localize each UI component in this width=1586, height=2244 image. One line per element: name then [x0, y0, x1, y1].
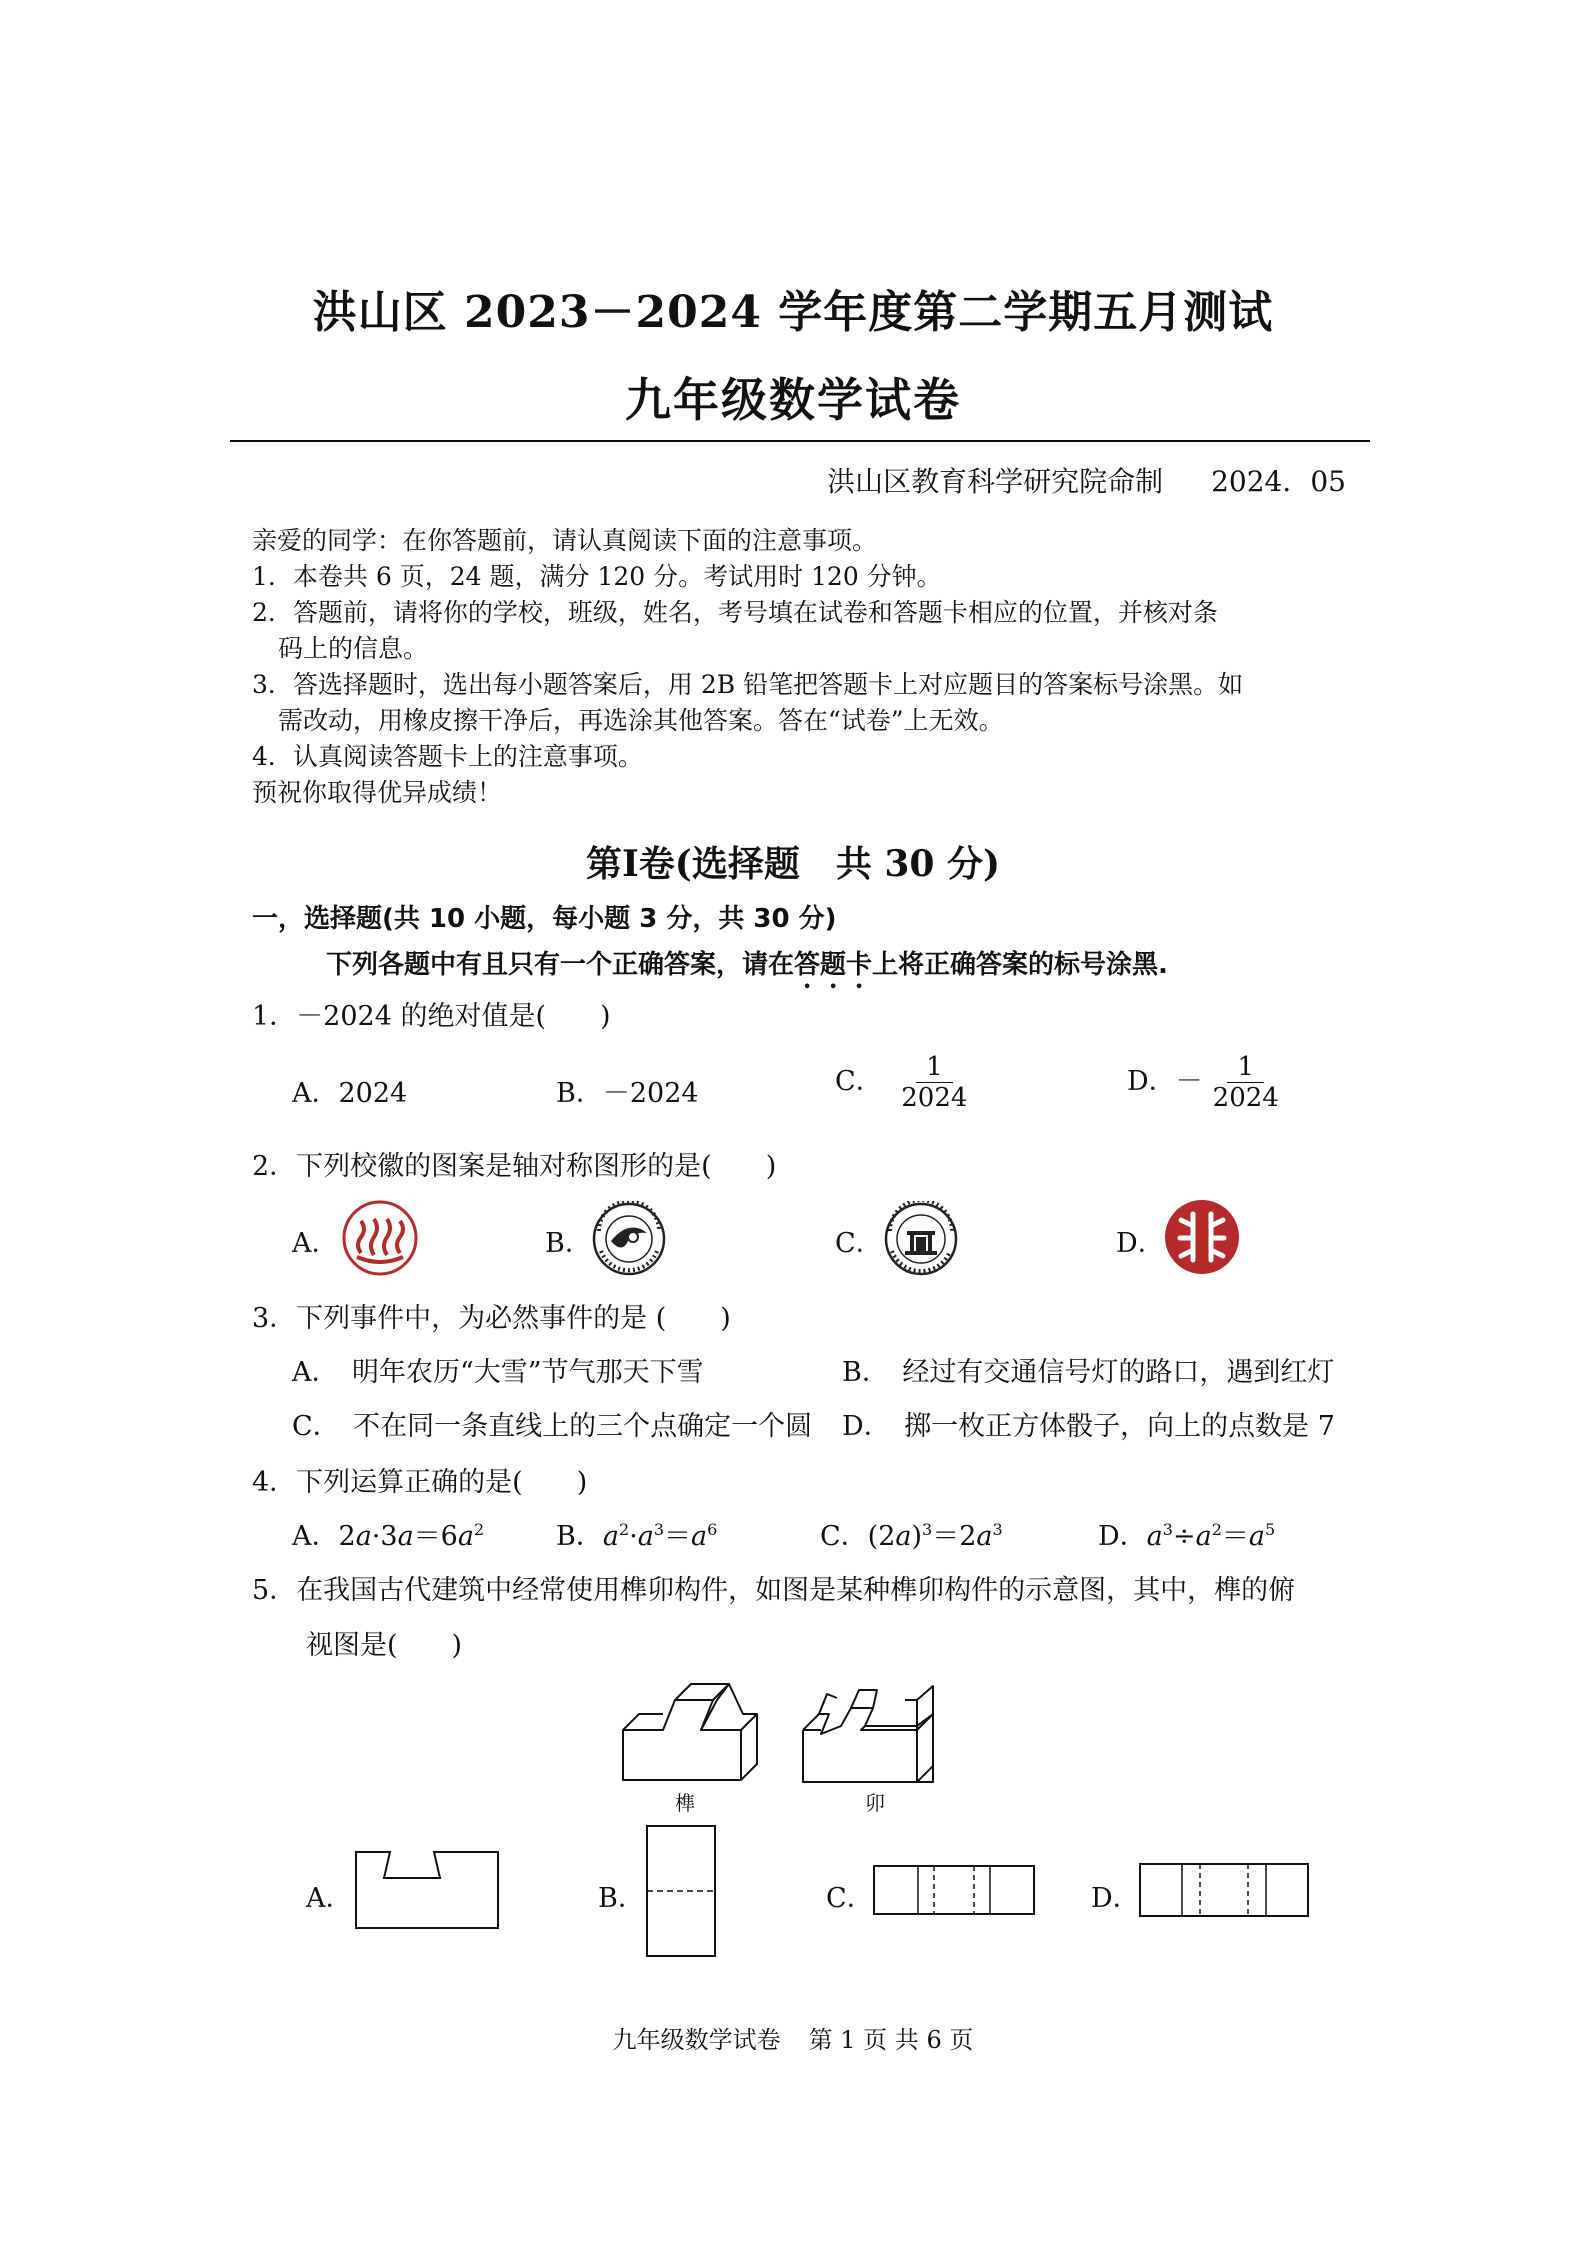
- q4-option-b-label: B．: [556, 1521, 603, 1552]
- q3-stem: 3．下列事件中，为必然事件的是 ( ): [252, 1303, 731, 1334]
- q5-option-b: B．: [598, 1883, 645, 1914]
- q4-option-c: C．$(2a)^3=2a^3$: [820, 1520, 1003, 1552]
- q4-option-d-label: D．: [1098, 1521, 1147, 1552]
- q4-stem: 4．下列运算正确的是( ): [252, 1467, 588, 1498]
- q3-option-c: C． 不在同一条直线上的三个点确定一个圆: [292, 1411, 813, 1442]
- notice-greeting: 亲爱的同学：在你答题前，请认真阅读下面的注意事项。: [252, 526, 878, 555]
- exam-title: 洪山区 2023－2024 学年度第二学期五月测试: [312, 287, 1274, 338]
- badge-c-emblem: [883, 1201, 959, 1277]
- q1-option-d-fraction: [1203, 1052, 1289, 1113]
- q3-option-d: D． 掷一枚正方体骰子，向上的点数是 7: [842, 1411, 1335, 1442]
- fraction-denominator: 2024: [1212, 1083, 1279, 1113]
- fraction-denominator: 2024: [901, 1083, 968, 1113]
- notice-closing: 预祝你取得优异成绩！: [252, 778, 503, 807]
- q4-option-a-label: A．: [292, 1521, 339, 1552]
- fraction-numerator: 1: [916, 1052, 953, 1083]
- q5-stem-line1: 5．在我国古代建筑中经常使用榫卯构件，如图是某种榫卯构件的示意图，其中，榫的俯: [252, 1575, 1296, 1606]
- q3-option-b: B． 经过有交通信号灯的路口，遇到红灯: [842, 1357, 1335, 1388]
- badge-d-emblem: [1163, 1198, 1241, 1276]
- q1-option-a: A．2024: [292, 1078, 408, 1109]
- q5-option-b-figure: [645, 1824, 717, 1958]
- section-instruction: [326, 944, 1168, 995]
- q4-option-d: D．$a^3\div a^2=a^5$: [1098, 1520, 1276, 1552]
- notice-item-3-cont: 需改动，用橡皮擦干净后，再选涂其他答案。答在“试卷”上无效。: [278, 706, 1004, 735]
- q5-option-d-figure: [1138, 1862, 1310, 1918]
- q2-option-a: A．: [292, 1228, 339, 1259]
- issuer-line: [827, 460, 1346, 500]
- badge-b-emblem: [591, 1201, 667, 1277]
- page-footer: [0, 2020, 1586, 2055]
- q2-stem: 2．下列校徽的图案是轴对称图形的是( ): [252, 1151, 777, 1182]
- section-heading: 一，选择题(共 10 小题，每小题 3 分，共 30 分): [252, 904, 837, 934]
- q2-option-b: B．: [545, 1228, 592, 1259]
- q1-option-d-label: D．－: [1127, 1066, 1203, 1097]
- q1-option-c-label: C．: [835, 1066, 883, 1097]
- q1-stem: 1．－2024 的绝对值是( ): [252, 1001, 611, 1032]
- q5-option-d: D．: [1091, 1883, 1140, 1914]
- footer-name: 九年级数学试卷: [612, 2026, 781, 2054]
- q1-option-d: [1127, 1052, 1289, 1113]
- exam-subtitle: 九年级数学试卷: [625, 373, 961, 427]
- figure-label-mortise: 卯: [865, 1791, 885, 1815]
- q5-option-c-figure: [872, 1864, 1036, 1916]
- q4-option-c-label: C．: [820, 1521, 868, 1552]
- q1-option-c: [835, 1052, 977, 1113]
- q5-option-c: C．: [826, 1883, 874, 1914]
- notice-item-3: 3．答选择题时，选出每小题答案后，用 2B 铅笔把答题卡上对应题目的答案标号涂黑。如: [252, 670, 1244, 699]
- instruction-emphasis: 答题卡: [794, 950, 873, 980]
- q1-option-c-fraction: [891, 1052, 977, 1113]
- notice-item-2: 2．答题前，请将你的学校，班级，姓名，考号填在试卷和答题卡相应的位置，并核对条: [252, 598, 1218, 627]
- notice-item-1: 1．本卷共 6 页，24 题，满分 120 分。考试用时 120 分钟。: [252, 562, 942, 591]
- q5-stem-line2: 视图是( ): [306, 1630, 463, 1661]
- instruction-text-end: 上将正确答案的标号涂黑.: [872, 950, 1168, 980]
- badge-a-emblem: [341, 1199, 419, 1277]
- mortise-tenon-figure: [615, 1670, 995, 1820]
- q1-option-b: B．－2024: [556, 1078, 699, 1109]
- notice-item-4: 4．认真阅读答题卡上的注意事项。: [252, 742, 643, 771]
- q2-option-d: D．: [1116, 1228, 1165, 1259]
- notice-item-2-cont: 码上的信息。: [278, 634, 429, 663]
- q4-option-a: A．$2a\cdot 3a=6a^2$: [292, 1520, 485, 1552]
- q5-option-a-figure: [354, 1850, 502, 1932]
- fraction-numerator: 1: [1227, 1052, 1264, 1083]
- instruction-text: 下列各题中有且只有一个正确答案，请在: [326, 950, 795, 980]
- issuer: 洪山区教育科学研究院命制: [827, 465, 1164, 498]
- q2-option-c: C．: [835, 1228, 883, 1259]
- q4-option-b: B．$a^2\cdot a^3=a^6$: [556, 1520, 718, 1552]
- issue-date: 2024．05: [1211, 465, 1346, 498]
- q3-option-a: A． 明年农历“大雪”节气那天下雪: [292, 1357, 704, 1388]
- footer-page: 第 1 页 共 6 页: [808, 2026, 974, 2054]
- header-divider: [230, 440, 1370, 442]
- q5-option-a: A．: [306, 1883, 353, 1914]
- figure-label-tenon: 榫: [675, 1791, 695, 1815]
- section-title: 第Ⅰ卷(选择题 共 30 分): [585, 843, 1001, 885]
